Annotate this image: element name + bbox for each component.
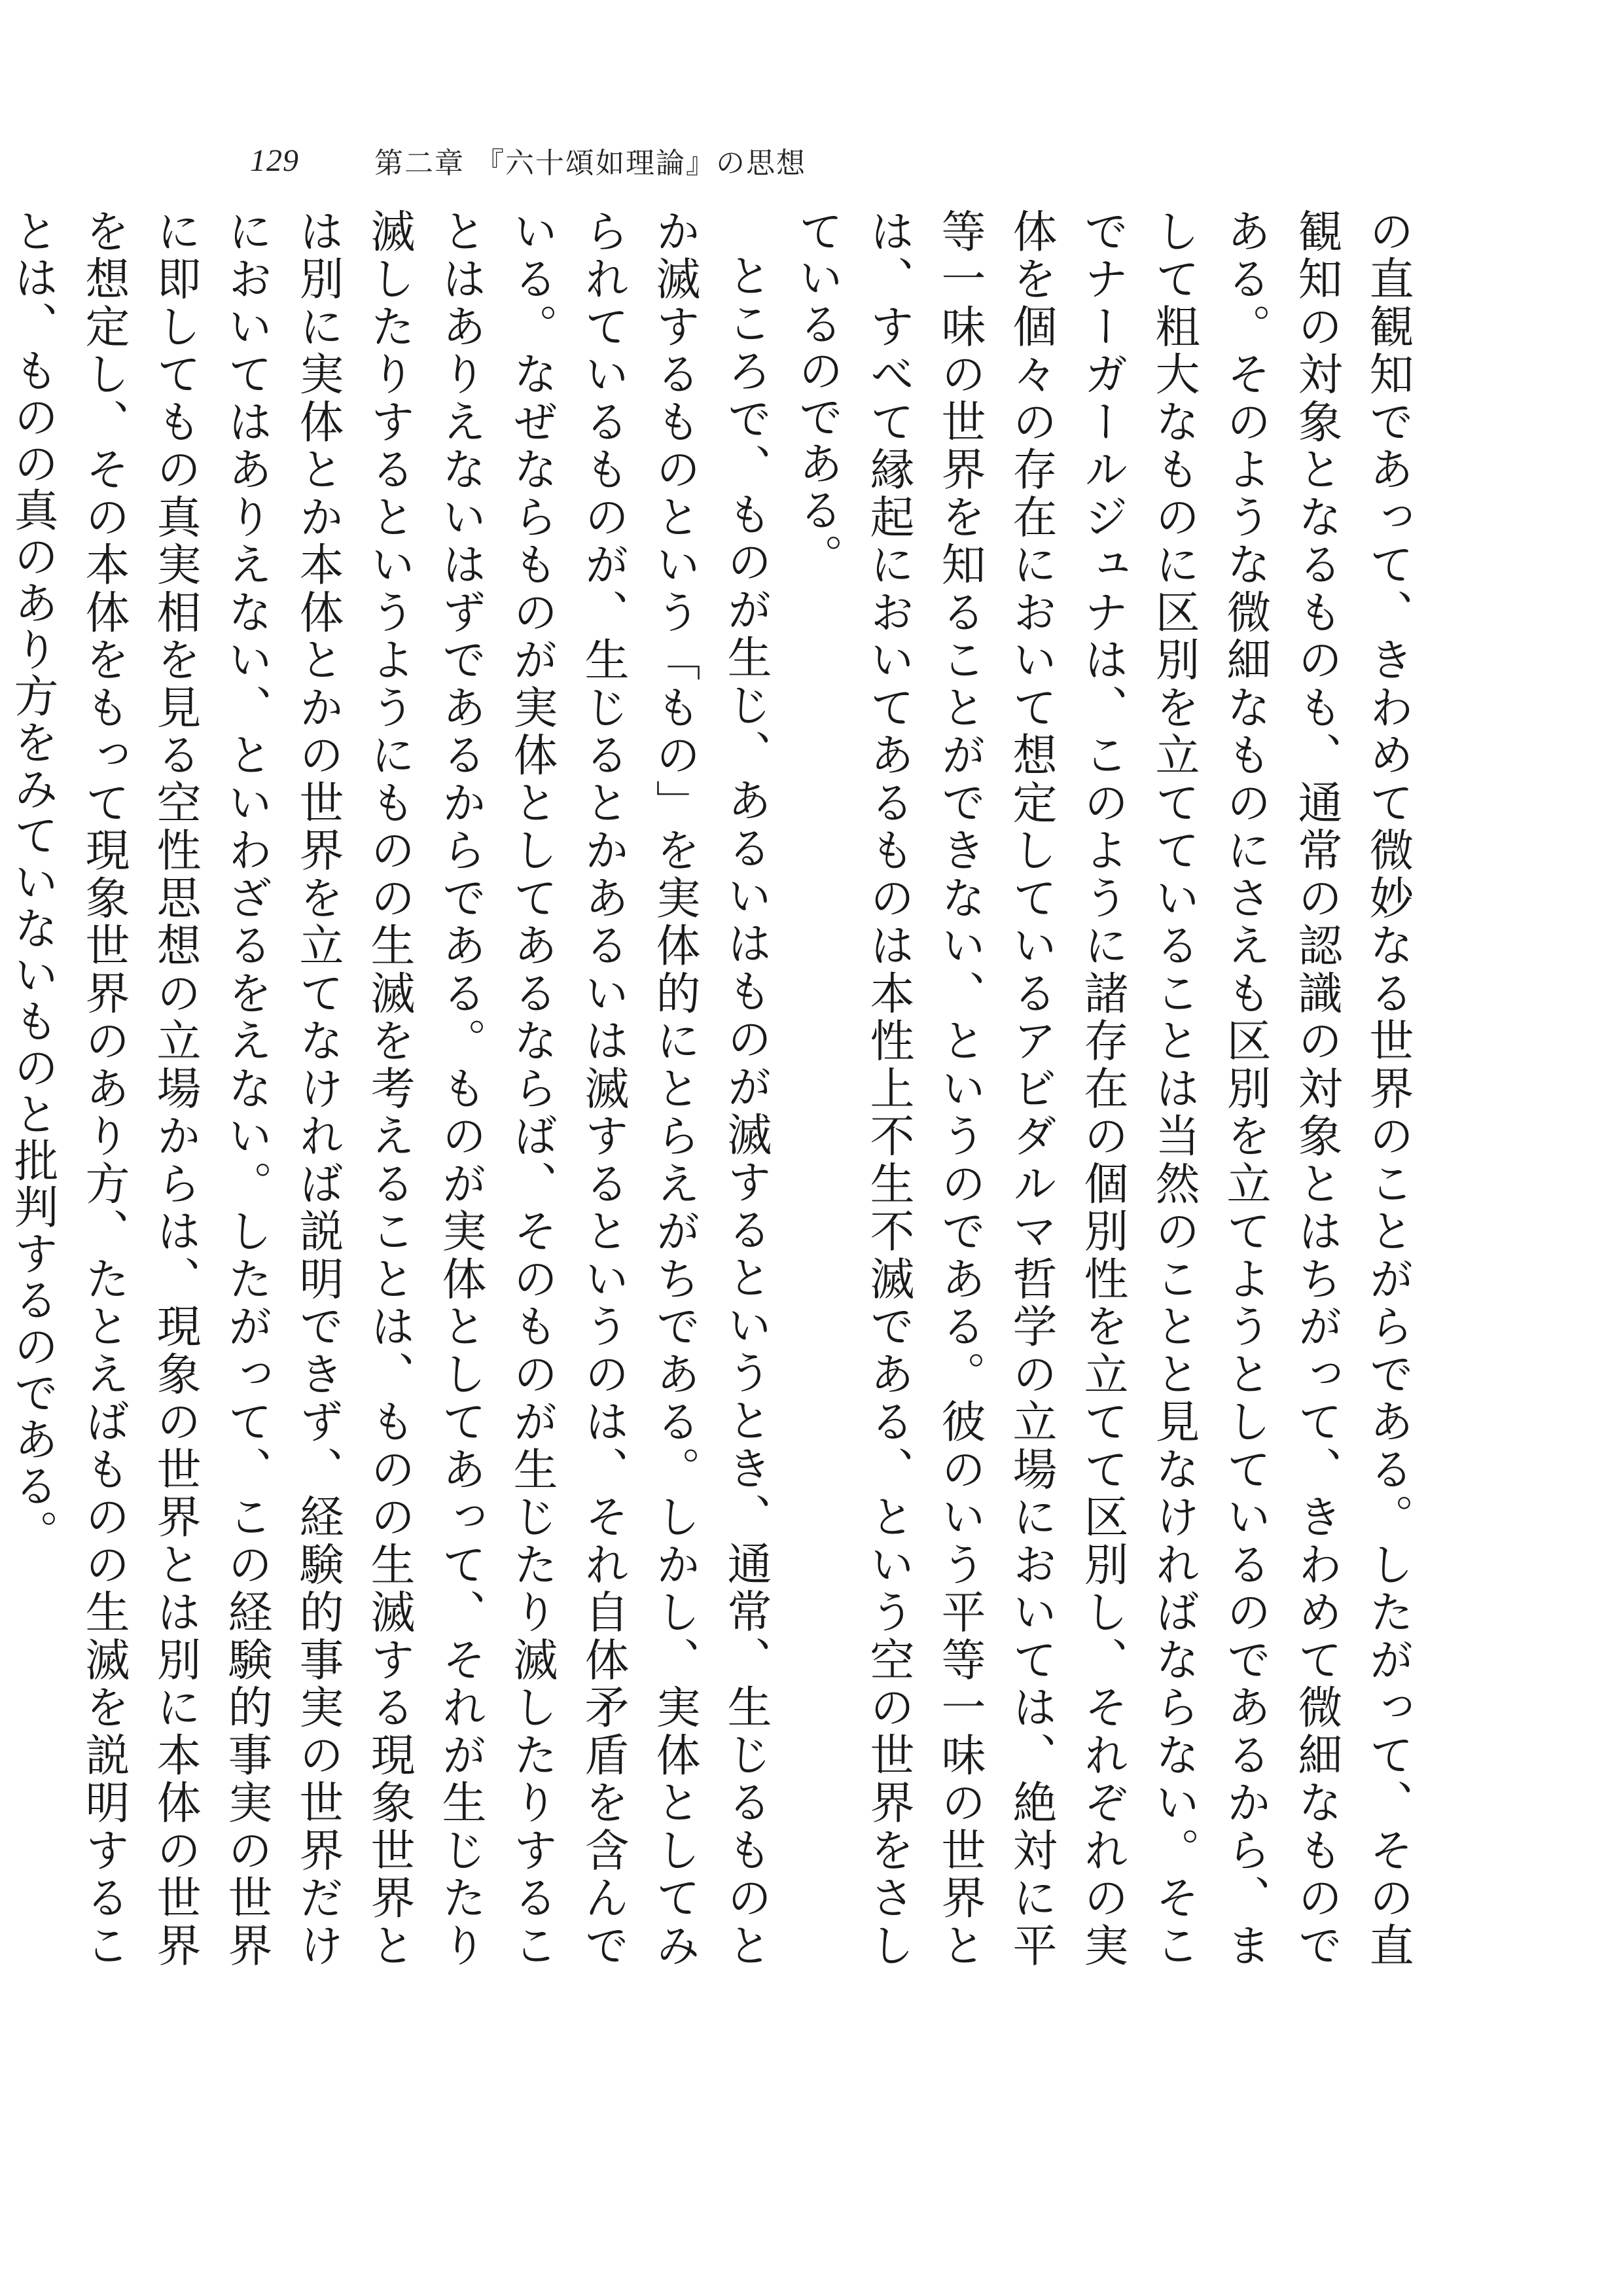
paragraph: の直観知であって、きわめて微妙なる世界のことがらである。したがって、その直観知の対象となるものも、通常の認識の対象とはちがって、きわめて微細なものである。そのような微細なものにさえも区別を立てようとしているのであるから、まして粗大なものに区別を立てていることは当然のことと見なければならない。そこでナーガールジュナは、このように諸存在の個別性を立てて区別し、それぞれの実体を個々の存在において想定しているアビダルマ哲学の立場においては、絶対に平等一味の世界を知ることができない、というのである。彼のいう平等一味の世界とは、すべて縁起においてあるものは本性上不生不滅である、という空の世界をさしているのである。	[791, 208, 1414, 1969]
page-header	[250, 134, 806, 187]
page-number: 129	[250, 143, 299, 178]
running-head: 第二章 『六十頌如理論』の思想	[374, 147, 806, 180]
body-text	[7, 208, 1423, 1969]
paragraph: ところで、ものが生じ、あるいはものが滅するというとき、通常、生じるものとか滅するものという「もの」を実体的にとらえがちである。しかし、実体としてみられているものが、生じるとかあるいは滅するというのは、それ自体矛盾を含んでいる。なぜならものが実体としてあるならば、そのものが生じたり滅したりすることはありえないはずであるからである。ものが実体としてあって、それが生じたり滅したりするというようにものの生滅を考えることは、ものの生滅する現象世界とは別に実体とか本体とかの世界を立てなければ説明できず、経験的事実の世界だけにおいてはありえない、といわざるをえない。したがって、この経験的事実の世界に即してもの真実相を見る空性思想の立場からは、現象の世界とは別に本体の世界を想定し、その本体をもって現象世界のあり方、たとえばものの生滅を説明することは、ものの真のあり方をみていないものと批判するのである。	[7, 208, 772, 1969]
